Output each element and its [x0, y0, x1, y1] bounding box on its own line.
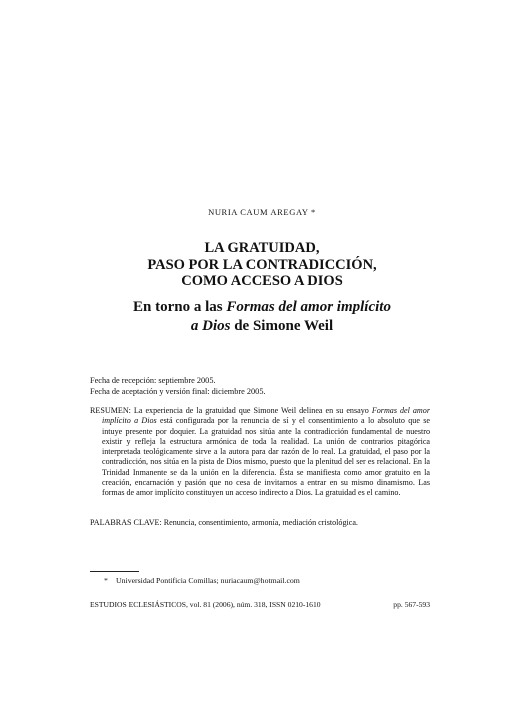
- footnote: [104, 576, 434, 586]
- journal-citation: [90, 600, 430, 610]
- subtitle-work-title-part-2: a Dios: [190, 318, 231, 334]
- title-line-1: LA GRATUIDAD,: [204, 240, 320, 256]
- subtitle-line-2: [0, 317, 524, 336]
- footnote-text: Universidad Pontificia Comillas; nuriacaum@hotmail.com: [116, 576, 300, 585]
- abstract-text-start: La experiencia de la gratuidad que Simone Weil delinea en su ensayo: [133, 406, 372, 415]
- abstract-work-title: Formas del amor implícito a Dios: [102, 406, 430, 426]
- abstract-label: RESUMEN:: [90, 406, 134, 415]
- abstract: [90, 406, 430, 499]
- abstract-paragraph: [90, 406, 430, 499]
- footnote-mark: *: [104, 576, 108, 585]
- author-name: NURIA CAUM AREGAY *: [208, 207, 316, 217]
- article-title: [0, 240, 524, 290]
- page-range: pp. 567-593: [393, 600, 430, 609]
- keywords: PALABRAS CLAVE: Renuncia, consentimiento, armonía, mediación cristológica.: [90, 518, 358, 527]
- subtitle-suffix: de Simone Weil: [230, 318, 334, 334]
- journal-reference: ESTUDIOS ECLESIÁSTICOS, vol. 81 (2006), núm. 318, ISSN 0210-1610: [90, 600, 321, 609]
- submission-dates: [90, 376, 440, 397]
- title-line-3: COMO ACCESO A DIOS: [181, 273, 343, 289]
- abstract-text-rest: está configurada por la renuncia de sí y el consentimiento a lo absoluto que se intuye presente por doquier. La gratuidad nos sitúa ante la contradicción fundamental de nuestro existir y refleja la estructura armónica de toda la realidad. La unión de contrarios pitagórica interpretada teológicamente sirve a la autora para dar razón de lo real. La gratuidad, el paso por la contradicción, nos sitúa en la pista de Dios mismo, puesto que la plenitud del ser es relacional. En la Trinidad Inmanente se da la unión en la diferencia. Ésta se manifiesta como amor gratuito en la creación, encarnación y pasión que no cesa de invitarnos a entrar en su mismo dinamismo. Las formas de amor implícito constituyen un acceso indirecto a Dios. La gratuidad es el camino.: [102, 416, 430, 498]
- acceptance-date: Fecha de aceptación y versión final: diciembre 2005.: [90, 386, 266, 396]
- reception-date: Fecha de recepción: septiembre 2005.: [90, 376, 216, 385]
- title-line-2: PASO POR LA CONTRADICCIÓN,: [147, 256, 377, 273]
- subtitle-line-1: [0, 298, 524, 317]
- article-subtitle: [0, 298, 524, 336]
- footnote-divider: [90, 571, 139, 572]
- subtitle-work-title-part-1: Formas del amor implícito: [226, 299, 391, 315]
- subtitle-prefix: En torno a las: [133, 299, 227, 315]
